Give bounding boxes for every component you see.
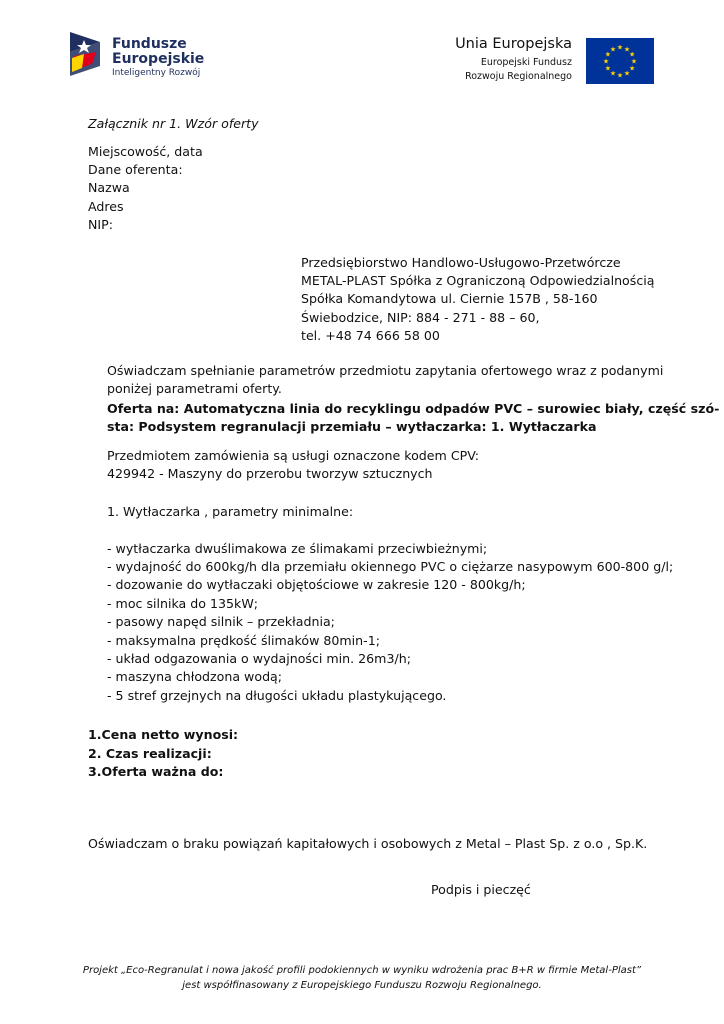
- offer-subject-line: sta: Podsystem regranulacji przemiału – wytłaczarka: 1. Wytłaczarka: [107, 419, 597, 434]
- offeror-place-date: Miejscowość, data: [88, 144, 203, 159]
- eu-star-icon: ★: [609, 69, 617, 78]
- declaration-line: Oświadczam spełnianie parametrów przedmiotu zapytania ofertowego wraz z podanymi: [107, 363, 664, 378]
- footer-line: Projekt „Eco-Regranulat i nowa jakość profili podokiennych w wyniku wdrożenia prac B+R w firmie Metal-Plast”: [82, 965, 642, 976]
- eu-star-icon: ★: [623, 69, 631, 78]
- ue-subtitle-line2: Rozwoju Regionalnego: [465, 71, 572, 82]
- eu-star-icon: ★: [630, 57, 638, 66]
- eu-star-icon: ★: [609, 45, 617, 54]
- recipient-line: tel. +48 74 666 58 00: [301, 328, 440, 343]
- parameter-item: - maszyna chłodzona wodą;: [107, 669, 283, 684]
- net-price-field: 1.Cena netto wynosi:: [88, 727, 239, 742]
- lead-time-field: 2. Czas realizacji:: [88, 746, 212, 761]
- ue-subtitle-line1: Europejski Fundusz: [480, 57, 572, 68]
- recipient-line: Spółka Komandytowa ul. Ciernie 157B , 58-160: [301, 291, 598, 306]
- fe-logo-line3: Inteligentny Rozwój: [112, 68, 201, 78]
- parameter-item: - maksymalna prędkość ślimaków 80min-1;: [107, 633, 380, 648]
- cpv-intro: Przedmiotem zamówienia są usługi oznaczone kodem CPV:: [107, 448, 480, 463]
- recipient-line: Przedsiębiorstwo Handlowo-Usługowo-Przetwórcze: [301, 255, 621, 270]
- eu-star-icon: ★: [628, 64, 636, 73]
- offeror-address-label: Adres: [88, 199, 124, 214]
- eu-star-icon: ★: [628, 50, 636, 59]
- offeror-nip-label: NIP:: [88, 217, 113, 232]
- eu-star-icon: ★: [604, 64, 612, 73]
- eu-star-icon: ★: [604, 50, 612, 59]
- offer-validity-field: 3.Oferta ważna do:: [88, 764, 224, 779]
- recipient-line: METAL-PLAST Spółka z Ograniczoną Odpowiedzialnością: [301, 273, 655, 288]
- parameter-item: - wytłaczarka dwuślimakowa ze ślimakami przeciwbieżnymi;: [107, 541, 488, 556]
- parameter-item: - moc silnika do 135kW;: [107, 596, 259, 611]
- eu-star-icon: ★: [623, 45, 631, 54]
- fe-logo-line2: Europejskie: [112, 51, 205, 67]
- eu-star-icon: ★: [616, 43, 624, 52]
- fundusze-europejskie-logo: [70, 30, 106, 78]
- declaration-line: poniżej parametrami oferty.: [107, 381, 282, 396]
- footer-line: jest współfinasowany z Europejskiego Funduszu Rozwoju Regionalnego.: [182, 980, 542, 991]
- ue-title: Unia Europejska: [455, 36, 572, 52]
- project-footer: [0, 963, 724, 993]
- attachment-title: Załącznik nr 1. Wzór oferty: [88, 116, 259, 131]
- offeror-name-label: Nazwa: [88, 180, 130, 195]
- parameter-item: - dozowanie do wytłaczaki objętościowe w zakresie 120 - 800kg/h;: [107, 577, 526, 592]
- eu-star-icon: ★: [602, 57, 610, 66]
- no-ties-statement: Oświadczam o braku powiązań kapitałowych i osobowych z Metal – Plast Sp. z o.o , Sp.K.: [88, 836, 648, 851]
- eu-flag-icon: [586, 38, 654, 84]
- cpv-code: 429942 - Maszyny do przerobu tworzyw sztucznych: [107, 466, 433, 481]
- fe-logo-line1: Fundusze: [112, 36, 187, 52]
- section-title: 1. Wytłaczarka , parametry minimalne:: [107, 504, 354, 519]
- parameter-item: - układ odgazowania o wydajności min. 26m3/h;: [107, 651, 411, 666]
- signature-label: Podpis i pieczęć: [431, 882, 531, 897]
- parameter-item: - pasowy napęd silnik – przekładnia;: [107, 614, 335, 629]
- offeror-data-label: Dane oferenta:: [88, 162, 183, 177]
- recipient-line: Świebodzice, NIP: 884 - 271 - 88 – 60,: [301, 310, 540, 325]
- offer-subject-line: Oferta na: Automatyczna linia do recyklingu odpadów PVC – surowiec biały, część szó-: [107, 401, 720, 416]
- parameter-item: - 5 stref grzejnych na długości układu plastykującego.: [107, 688, 447, 703]
- parameter-item: - wydajność do 600kg/h dla przemiału okiennego PVC o ciężarze nasypowym 600-800 g/l;: [107, 559, 674, 574]
- eu-star-icon: ★: [616, 71, 624, 80]
